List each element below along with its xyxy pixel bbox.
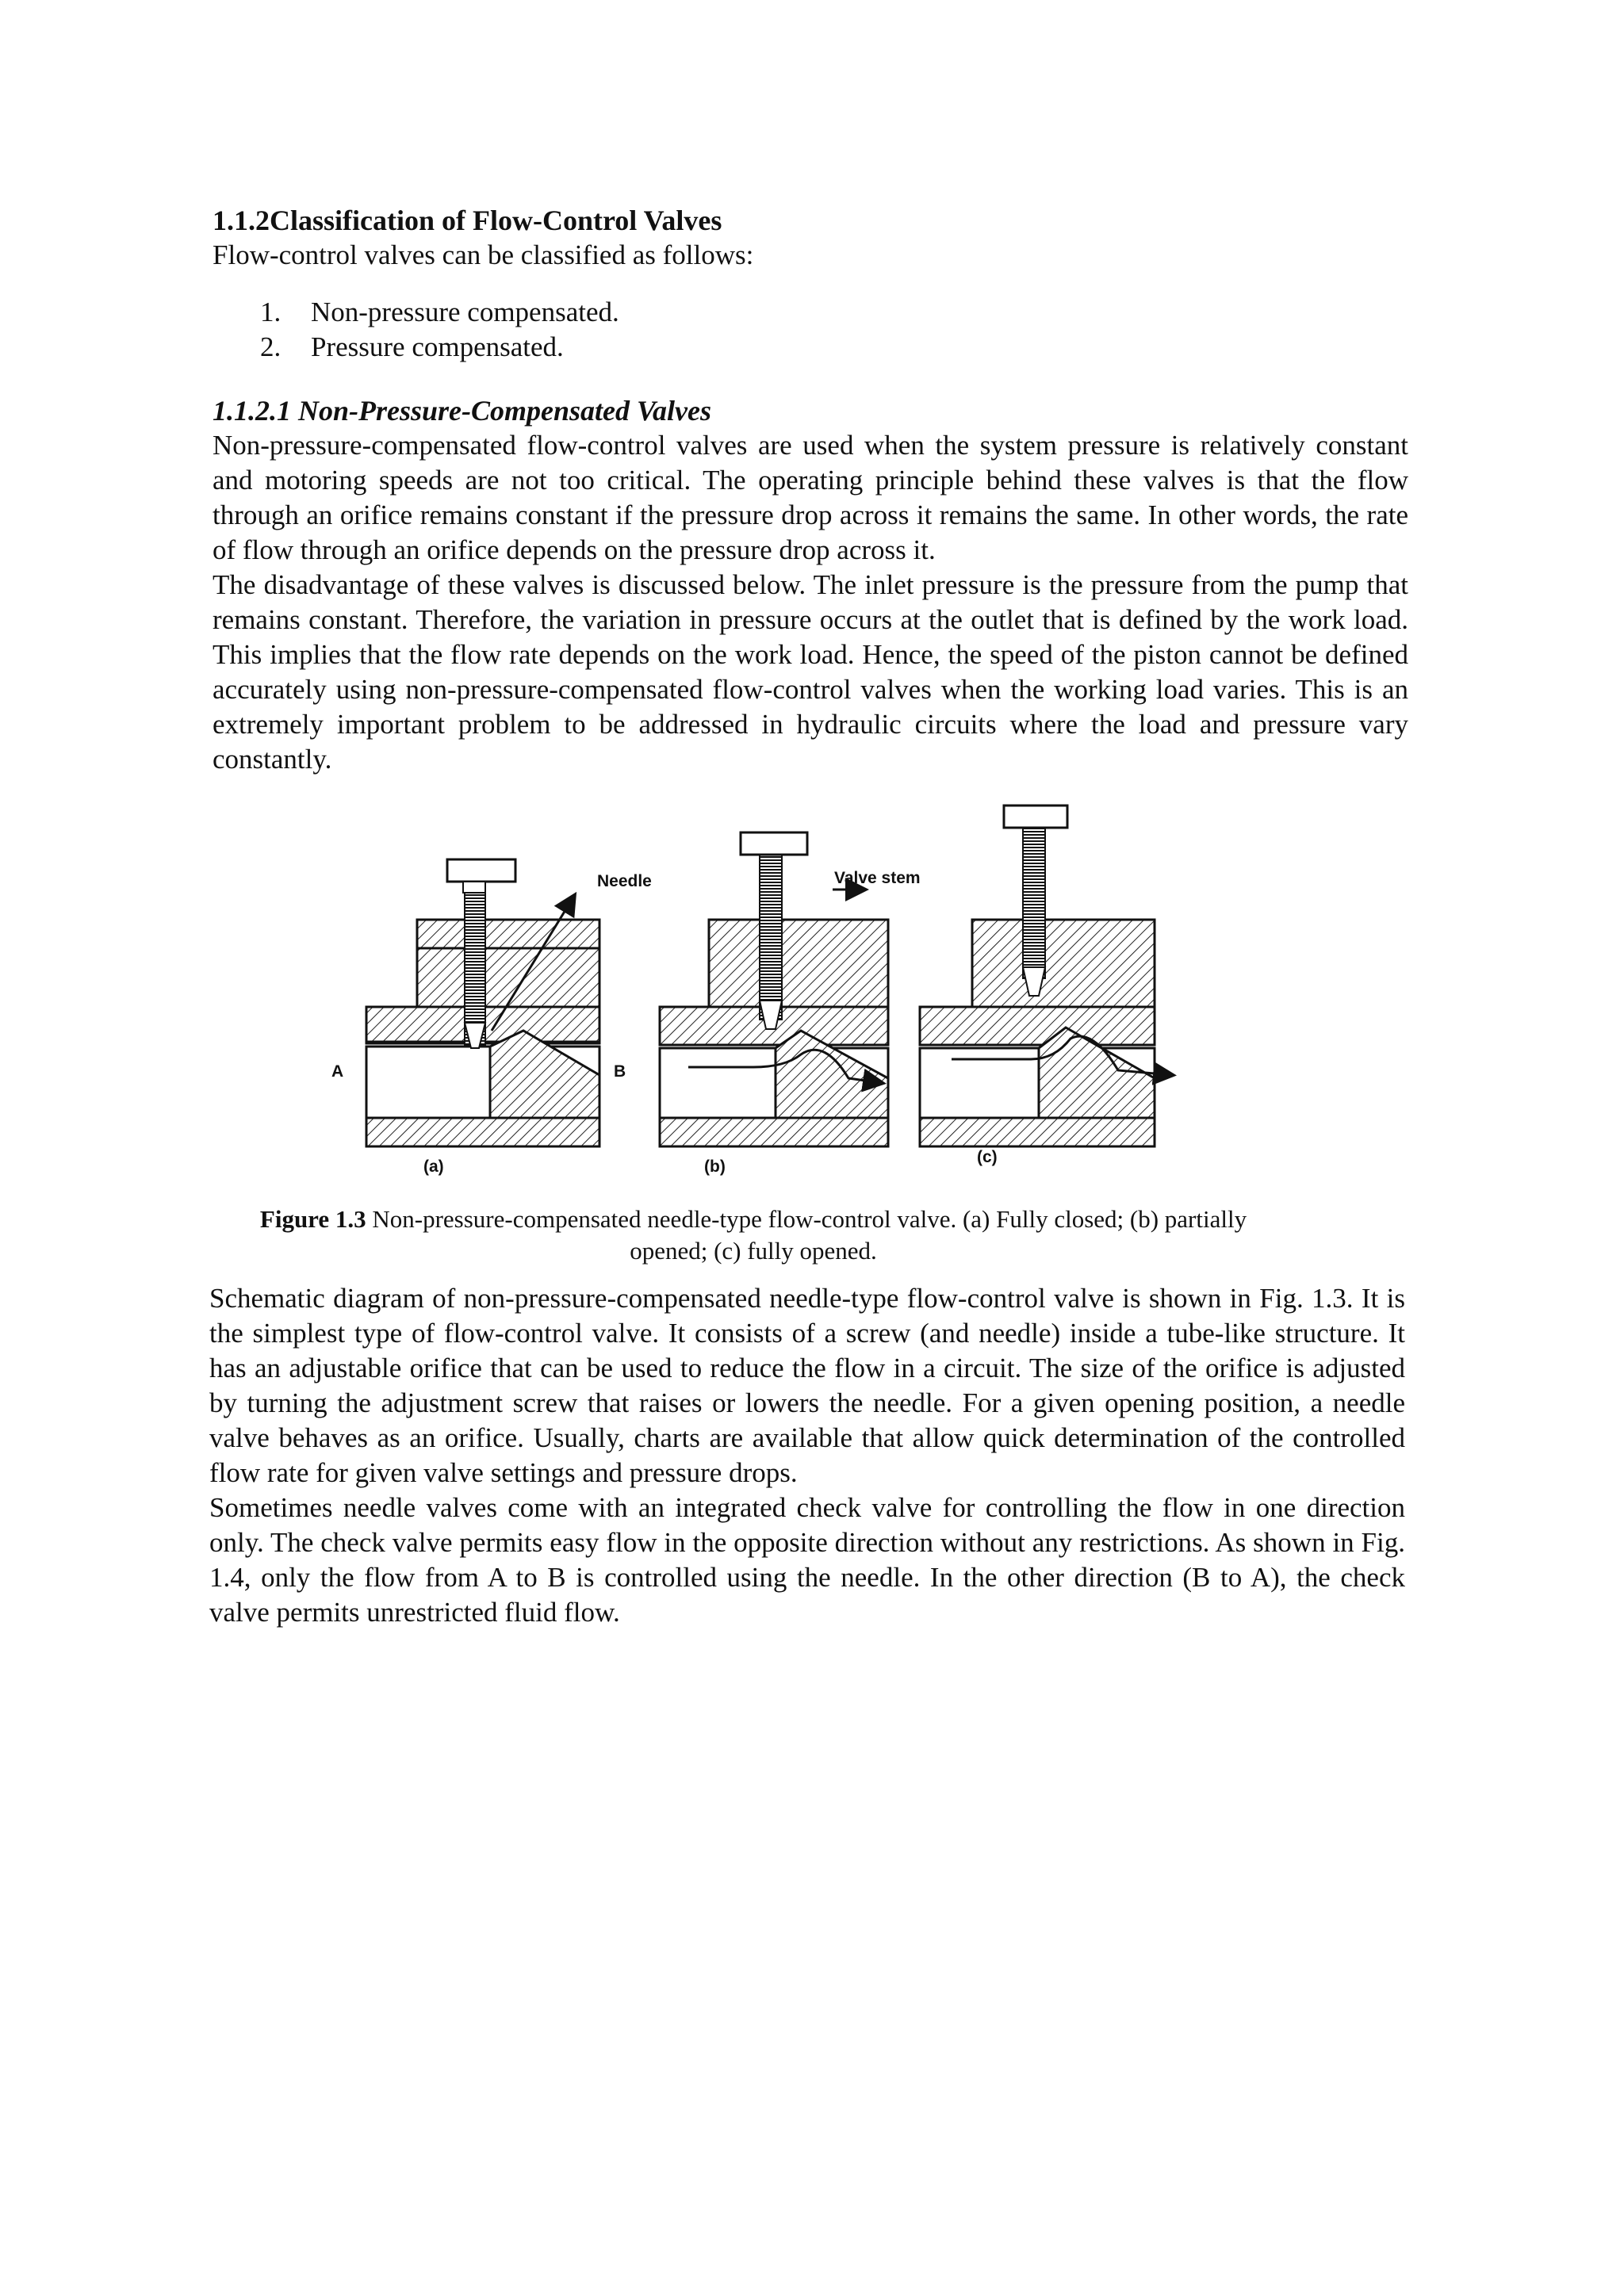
label-a: A [331, 1062, 344, 1081]
label-b: B [614, 1062, 626, 1081]
figure-caption [254, 1203, 1253, 1267]
list-text: Non-pressure compensated. [311, 297, 619, 327]
valve-c-fully-opened [920, 806, 1172, 1146]
label-valve-stem: Valve stem [834, 869, 921, 887]
label-needle: Needle [597, 872, 652, 890]
list-number: 2. [260, 331, 282, 362]
paragraph-check-valve: Sometimes needle valves come with an integrated check valve for controlling the flow in one direction only. The check valve permits easy flow in the opposite direction without any restrictions. As shown in Fig. 1.4, only the flow from A to B is controlled using the needle. In the other direction (B to A), the check valve permits unrestricted fluid flow. [209, 1492, 1405, 1628]
list-text: Pressure compensated. [311, 331, 564, 362]
valve-a-fully-closed [366, 859, 599, 1146]
subsection-heading: 1.1.2.1 Non-Pressure-Compensated Valves [213, 395, 711, 427]
paragraph-disadvantage: The disadvantage of these valves is discussed below. The inlet pressure is the pressure from the pump that remains constant. Therefore, the variation in pressure occurs at the outlet that is defined by the work load. This implies that the flow rate depends on the work load. Hence, the speed of the piston cannot be defined accurately using non-pressure-compensated flow-control valves when the working load varies. This is an extremely important problem to be addressed in hydraulic circuits where the load and pressure vary constantly. [213, 569, 1408, 775]
intro-text: Flow-control valves can be classified as follows: [213, 239, 754, 270]
section-heading: 1.1.2Classification of Flow-Control Valves [213, 205, 722, 236]
sublabel-b: (b) [704, 1158, 726, 1176]
sublabel-a: (a) [423, 1158, 444, 1176]
document-continuation [209, 1281, 1405, 1630]
list-number: 1. [260, 297, 282, 327]
paragraph-principle: Non-pressure-compensated flow-control valves are used when the system pressure is relatively constant and motoring speeds are not too critical. The operating principle behind these valves is that the flow through an orifice remains constant if the pressure drop across it remains the same. In other words, the rate of flow through an orifice depends on the pressure drop across it. [213, 430, 1408, 565]
sublabel-c: (c) [977, 1148, 998, 1166]
paragraph-schematic: Schematic diagram of non-pressure-compensated needle-type flow-control valve is shown in Fig. 1.3. It is the simplest type of flow-control valve. It consists of a screw (and needle) inside a tube-like structure. It has an adjustable orifice that can be used to reduce the flow in a circuit. The size of the orifice is adjusted by turning the adjustment screw that raises or lowers the needle. For a given opening position, a needle valve behaves as an orifice. Usually, charts are available that allow quick determination of the controlled flow rate for given valve settings and pressure drops. [209, 1283, 1405, 1488]
caption-text: Non-pressure-compensated needle-type flow-control valve. (a) Fully closed; (b) partially opened; (c) fully opened. [366, 1205, 1247, 1265]
caption-label: Figure 1.3 [259, 1205, 366, 1233]
